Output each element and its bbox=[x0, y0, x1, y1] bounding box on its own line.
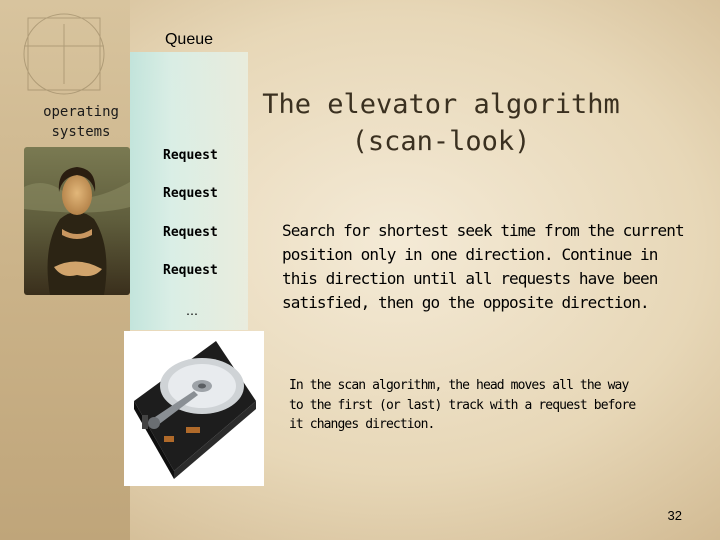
queue-request-3: Request bbox=[163, 225, 218, 240]
hard-disk-drive-icon bbox=[124, 331, 264, 486]
slide-title bbox=[262, 86, 620, 160]
operating-systems-label: operating systems bbox=[43, 104, 119, 140]
queue-request-4: Request bbox=[163, 263, 218, 278]
mona-lisa-painting-icon bbox=[24, 147, 130, 295]
vitruvian-sketch-icon bbox=[4, 4, 126, 104]
page-number: 32 bbox=[667, 508, 682, 523]
hard-drive-image bbox=[124, 331, 264, 486]
slide-title-line-2: (scan-look) bbox=[351, 126, 531, 157]
queue-request-1: Request bbox=[163, 148, 218, 163]
slide-title-line-1: The elevator algorithm bbox=[262, 89, 620, 120]
queue-title: Queue bbox=[164, 31, 214, 48]
slide-note-text: In the scan algorithm, the head moves all the way to the first (or last) track with a request before it changes direction. bbox=[289, 378, 636, 432]
queue-more-ellipsis: … bbox=[186, 304, 198, 318]
slide-body-text: Search for shortest seek time from the current position only in one direction. Continue in this direction until all requests have been satisfied, then go the opposite direction. bbox=[282, 221, 684, 312]
queue-request-2: Request bbox=[163, 186, 218, 201]
